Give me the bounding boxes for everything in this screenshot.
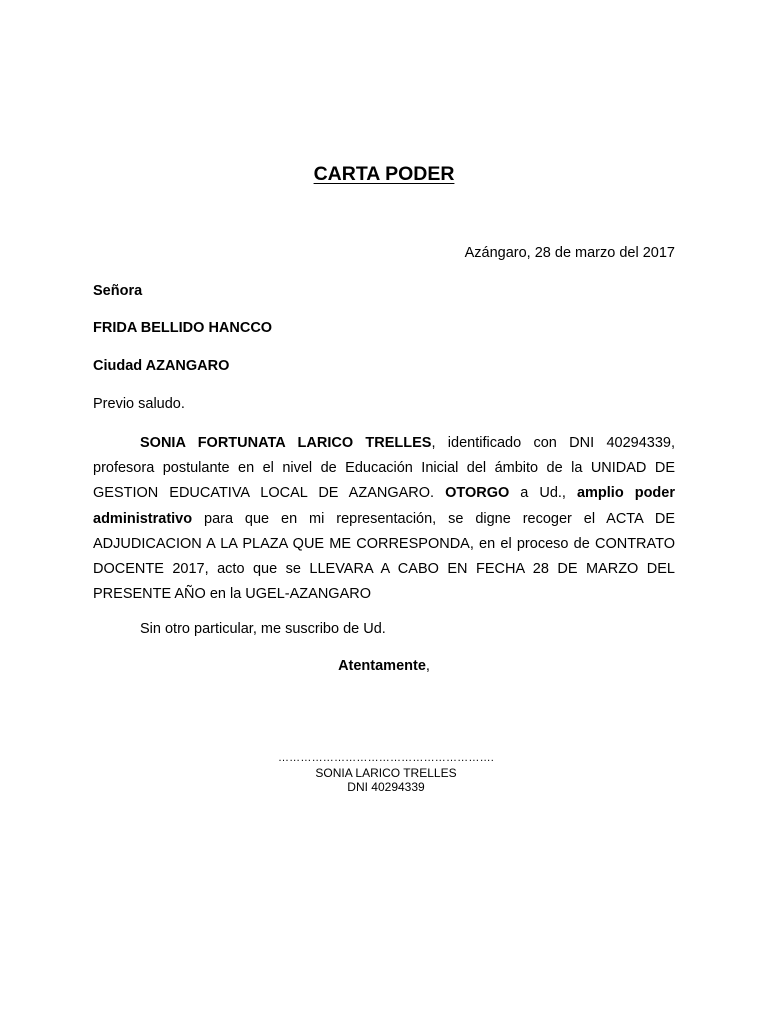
body-text-2: a Ud., (509, 485, 577, 502)
recipient-city: Ciudad AZANGARO (93, 358, 230, 374)
document-title: CARTA PODER (313, 163, 455, 185)
date-line: Azángaro, 28 de marzo del 2017 (464, 245, 675, 261)
sign-off-punct: , (425, 658, 430, 674)
sign-off-word: Atentamente (338, 658, 426, 674)
body-text-3: para que en mi representación, se digne recoger el ACTA DE ADJUDICACION A LA PLAZA QUE ME CORRESPONDA, en el proceso de CONTRATO DOCENTE 2017, acto que se LLEVARA A CABO EN FECHA 28 DE MARZO DEL PRESENTE AÑO en la UGEL-AZANGARO (93, 510, 675, 603)
signatory-name: SONIA LARICO TRELLES (315, 766, 457, 780)
power-type: amplio poder administrativo (93, 485, 675, 527)
body-paragraph (93, 431, 675, 607)
signatory-dni: DNI 40294339 (347, 780, 425, 794)
signature-line: …………………………………………………. (277, 752, 495, 764)
body-text-1: , identificado con DNI 40294339, profesora postulante en el nivel de Educación Inicial del ámbito de la UNIDAD DE GESTION EDUCATIVA LOCAL DE AZANGARO. (93, 435, 675, 502)
closing-line: Sin otro particular, me suscribo de Ud. (140, 621, 386, 637)
grantor-name: SONIA FORTUNATA LARICO TRELLES (140, 435, 432, 451)
greeting: Previo saludo. (93, 396, 185, 412)
otorgo-keyword: OTORGO (445, 485, 510, 502)
recipient-salutation: Señora (93, 283, 143, 299)
sign-off (0, 658, 768, 674)
recipient-name: FRIDA BELLIDO HANCCO (93, 320, 273, 336)
